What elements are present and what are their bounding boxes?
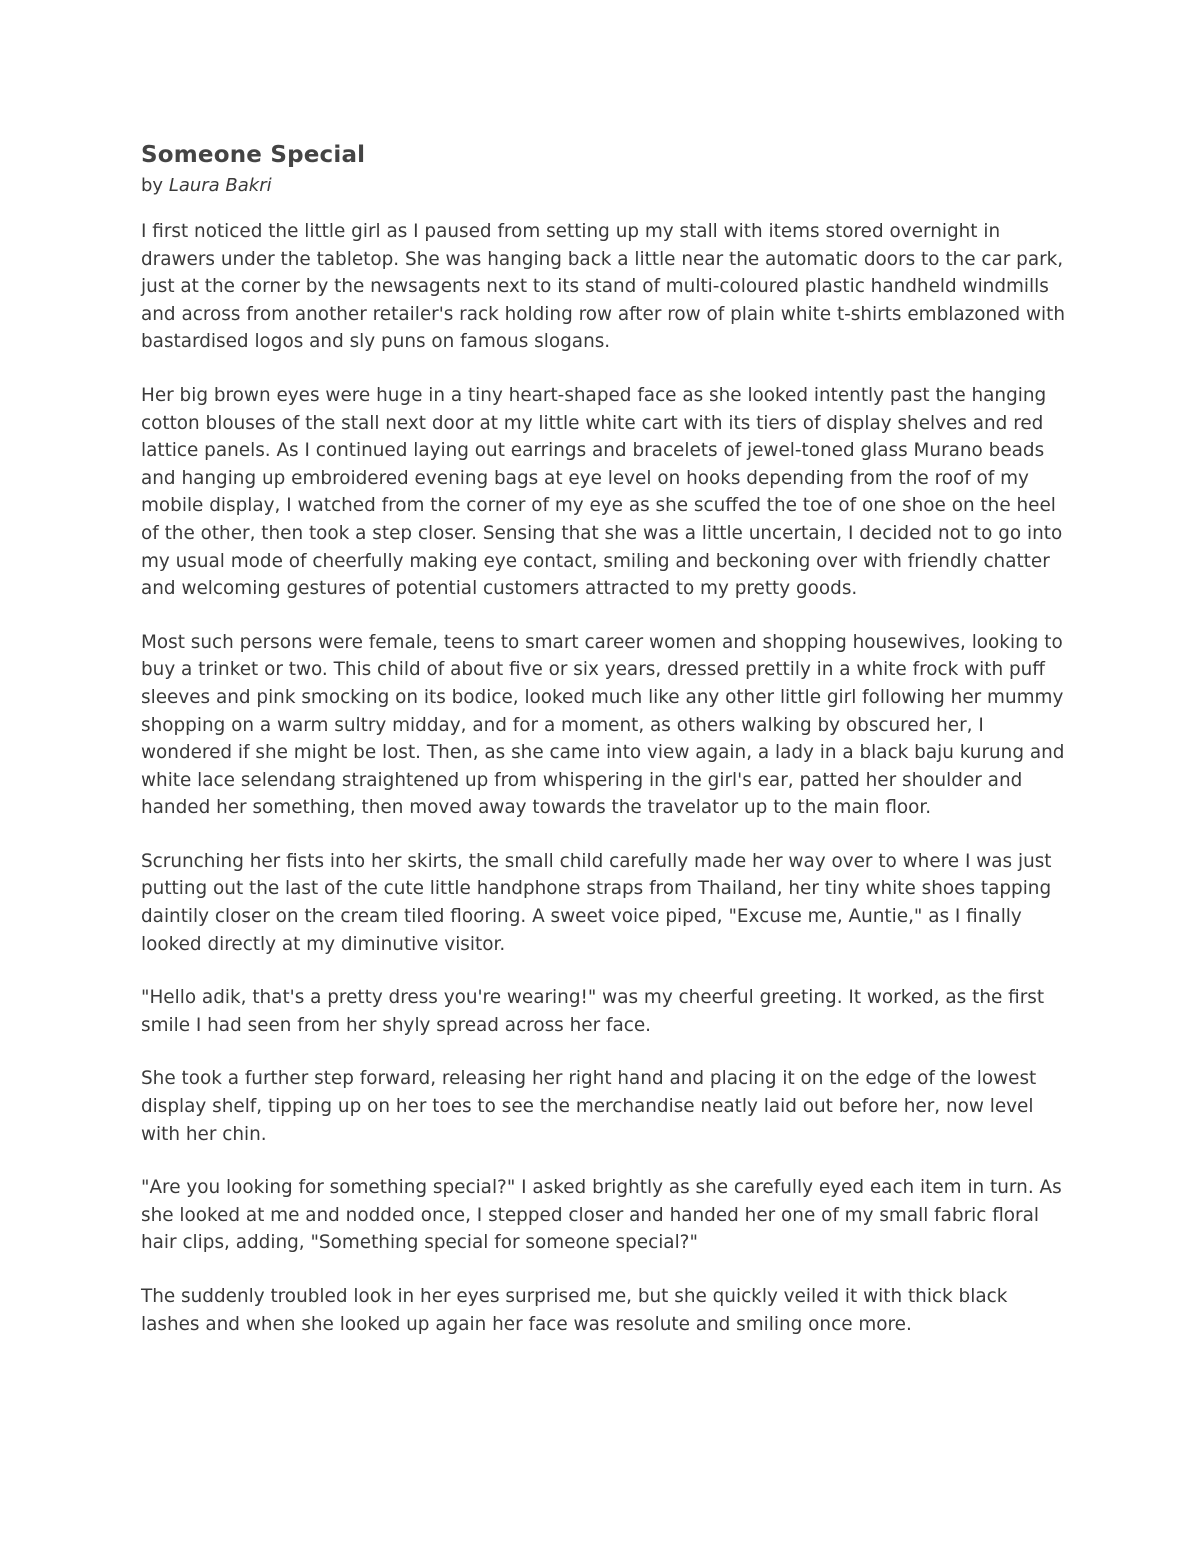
- paragraph-6: She took a further step forward, releasing her right hand and placing it on the edge of the lowest display shelf, tipping up on her toes to see the merchandise neatly laid out before her, now level with her chin.: [141, 1068, 1037, 1145]
- paragraph-1: I first noticed the little girl as I paused from setting up my stall with items stored overnight in drawers under the tabletop. She was hanging back a little near the automatic doors to the car park, just at the corner by the newsagents next to its stand of multi-coloured plastic handheld windmills and across from another retailer's rack holding row after row of plain white t-shirts emblazoned with bastardised logos and sly puns on famous slogans.: [141, 221, 1066, 353]
- paragraph-4: Scrunching her fists into her skirts, the small child carefully made her way over to where I was just putting out the last of the cute little handphone straps from Thailand, her tiny white shoes tapping daintily closer on the cream tiled flooring. A sweet voice piped, "Excuse me, Auntie," as I finally looked directly at my diminutive visitor.: [141, 850, 1052, 955]
- paragraph-5: "Hello adik, that's a pretty dress you're wearing!" was my cheerful greeting. It worked, as the first smile I had seen from her shyly spread across her face.: [141, 987, 1045, 1036]
- paragraph-8: The suddenly troubled look in her eyes surprised me, but she quickly veiled it with thick black lashes and when she looked up again her face was resolute and smiling once more.: [141, 1286, 1008, 1335]
- byline: [141, 172, 1066, 200]
- paragraph-7: "Are you looking for something special?" I asked brightly as she carefully eyed each item in turn. As she looked at me and nodded once, I stepped closer and handed her one of my small fabric floral hair clips, adding, "Something special for someone special?": [141, 1177, 1062, 1254]
- paragraph-3: Most such persons were female, teens to smart career women and shopping housewives, looking to buy a trinket or two. This child of about five or six years, dressed prettily in a white frock with puff sleeves and pink smocking on its bodice, looked much like any other little girl following her mummy shopping on a warm sultry midday, and for a moment, as others walking by obscured her, I wondered if she might be lost. Then, as she came into view again, a lady in a black baju kurung and white lace selendang straightened up from whispering in the girl's ear, patted her shoulder and handed her something, then moved away towards the travelator up to the main floor.: [141, 631, 1065, 819]
- story-title: Someone Special: [141, 142, 366, 168]
- paragraph-2: Her big brown eyes were huge in a tiny heart-shaped face as she looked intently past the hanging cotton blouses of the stall next door at my little white cart with its tiers of display shelves and red lattice panels. As I continued laying out earrings and bracelets of jewel-toned glass Murano beads and hanging up embroidered evening bags at eye level on hooks depending from the roof of my mobile display, I watched from the corner of my eye as she scuffed the toe of one shoe on the heel of the other, then took a step closer. Sensing that she was a little uncertain, I decided not to go into my usual mode of cheerfully making eye contact, smiling and beckoning over with friendly chatter and welcoming gestures of potential customers attracted to my pretty goods.: [141, 384, 1063, 600]
- document-page: [141, 138, 1066, 1364]
- author-name: Laura Bakri: [168, 175, 272, 196]
- byline-prefix: by: [141, 175, 169, 196]
